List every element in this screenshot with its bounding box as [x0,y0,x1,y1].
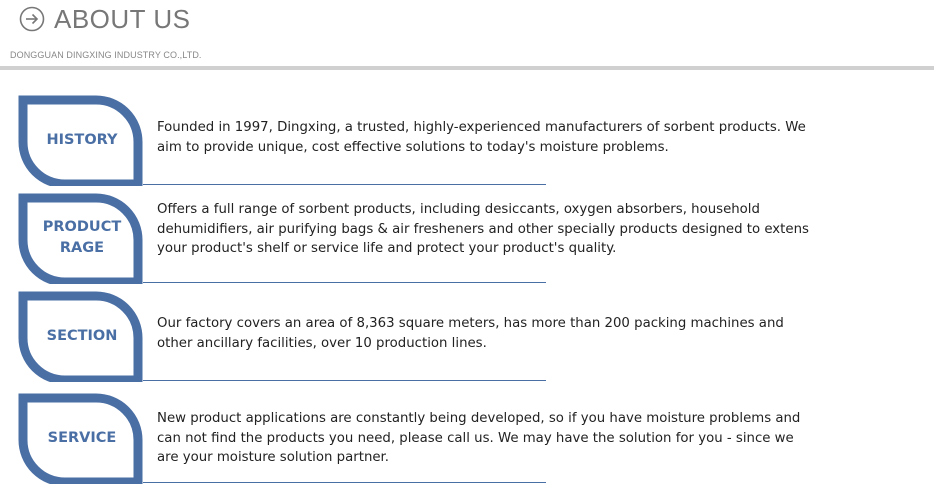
section-description: Founded in 1997, Dingxing, a trusted, highly-experienced manufacturers of sorbent products. We aim to provide unique, cost effective solutions to today's moisture problems. [157,120,806,155]
section-service [18,393,918,485]
header-divider [0,66,934,70]
section-description: New product applications are constantly being developed, so if you have moisture problems and can not find the products you need, please call us. We may have the solution for you - since we are your moisture solution partner. [157,411,801,465]
section-description: Our factory covers an area of 8,363 square meters, has more than 200 packing machines and other ancillary facilities, over 10 production lines. [157,316,784,351]
company-name: DONGGUAN DINGXING INDUSTRY CO.,LTD. [10,50,202,60]
section-underline [143,282,546,283]
section-badge [18,95,143,185]
section-badge [18,393,143,483]
page-title: ABOUT US [54,4,191,34]
section-underline [143,380,546,381]
section-underline [143,184,546,185]
section-label: PRODUCT RAGE [42,219,122,256]
section-history [18,95,918,187]
section-label: SERVICE [47,429,117,446]
section-product-range [18,193,918,285]
section-factory [18,291,918,383]
section-badge [18,291,143,381]
section-description: Offers a full range of sorbent products, including desiccants, oxygen absorbers, household dehumidifiers, air purifying bags & air fresheners and other specially products designed to extens your product's shelf or service life and protect your product's quality. [157,202,809,256]
section-underline [143,482,546,483]
circle-arrow-right-icon [19,6,45,32]
section-label: SECTION [46,327,118,344]
section-badge [18,193,143,283]
section-label: HISTORY [46,131,118,148]
